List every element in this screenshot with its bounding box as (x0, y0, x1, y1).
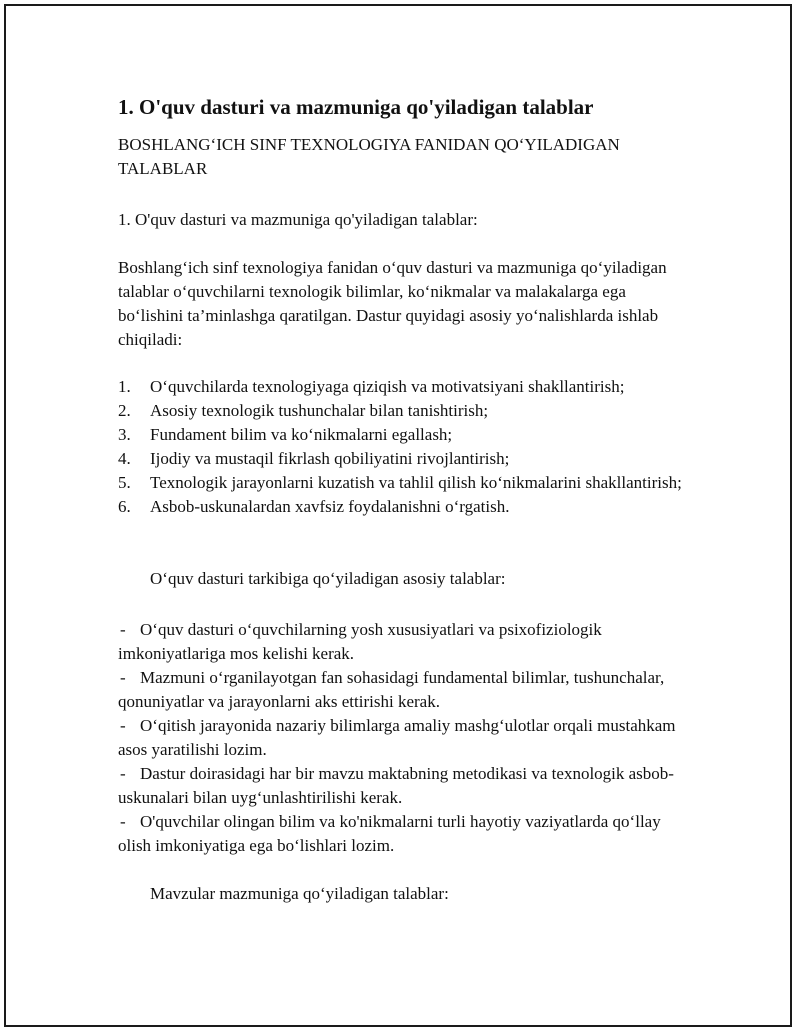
list-item (118, 423, 688, 447)
list-item (118, 666, 688, 714)
list-item-text: Asbob-uskunalardan xavfsiz foydalanishni o‘rgatish. (150, 497, 510, 516)
list-item-text: Fundament bilim va ko‘nikmalarni egallash; (150, 425, 453, 444)
list-item-text: Texnologik jarayonlarni kuzatish va tahlil qilish ko‘nikmalarini shakllantirish; (150, 473, 682, 492)
list-item-text: Asosiy texnologik tushunchalar bilan tanishtirish; (150, 401, 489, 420)
numbered-list (118, 375, 688, 519)
list-item-text: Dastur doirasidagi har bir mavzu maktabning metodikasi va texnologik asbob-uskunalari bilan uyg‘unlashtirilishi kerak. (118, 764, 674, 807)
list-item-text: O‘quv dasturi o‘quvchilarning yosh xususiyatlari va psixofiziologik imkoniyatlariga mos kelishi kerak. (118, 620, 602, 663)
list-dash: - (120, 812, 126, 831)
list-dash: - (120, 620, 126, 639)
list-dash: - (120, 764, 126, 783)
list-item (118, 618, 688, 666)
document-subtitle: BOSHLANG‘ICH SINF TEXNOLOGIYA FANIDAN QO‘YILADIGAN TALABLAR (118, 135, 620, 178)
list-number: 6. (118, 497, 131, 516)
section-heading: 1. O'quv dasturi va mazmuniga qo'yiladigan talablar: (118, 210, 478, 229)
list-number: 4. (118, 449, 131, 468)
list-number: 2. (118, 401, 131, 420)
intro-paragraph: Boshlang‘ich sinf texnologiya fanidan o‘quv dasturi va mazmuniga qo‘yiladigan talablar o‘quvchilarni texnologik bilimlar, ko‘nikmalar va malakalarga ega bo‘lishini ta’minlashga qaratilgan. Dastur quyidagi asosiy yo‘nalishlarda ishlab chiqiladi: (118, 258, 667, 349)
list-dash: - (120, 668, 126, 687)
list-item-text: Mazmuni o‘rganilayotgan fan sohasidagi fundamental bilimlar, tushunchalar, qonuniyatlar va jarayonlarni aks ettirishi kerak. (118, 668, 665, 711)
list-item (118, 471, 688, 495)
document-heading: 1. O'quv dasturi va mazmuniga qo'yiladigan talablar (118, 95, 594, 119)
list-dash: - (120, 716, 126, 735)
list-item (118, 447, 688, 471)
list-number: 5. (118, 473, 131, 492)
list-item (118, 495, 688, 519)
list-number: 1. (118, 377, 131, 396)
list-item-text: O‘quvchilarda texnologiyaga qiziqish va motivatsiyani shakllantirish; (150, 377, 625, 396)
dash-list (118, 618, 688, 858)
list-item-text: Ijodiy va mustaqil fikrlash qobiliyatini rivojlantirish; (150, 449, 510, 468)
list-item (118, 762, 688, 810)
list-item (118, 399, 688, 423)
list-item-text: O'quvchilar olingan bilim va ko'nikmalarni turli hayotiy vaziyatlarda qo‘llay olish imkoniyatiga ega bo‘lishlari lozim. (118, 812, 661, 855)
topics-heading: Mavzular mazmuniga qo‘yiladigan talablar: (150, 884, 449, 903)
list-item-text: O‘qitish jarayonida nazariy bilimlarga amaliy mashg‘ulotlar orqali mustahkam asos yaratilishi lozim. (118, 716, 676, 759)
list-number: 3. (118, 425, 131, 444)
list-item (118, 810, 688, 858)
list-item (118, 375, 688, 399)
requirements-heading: O‘quv dasturi tarkibiga qo‘yiladigan asosiy talablar: (150, 569, 506, 588)
list-item (118, 714, 688, 762)
